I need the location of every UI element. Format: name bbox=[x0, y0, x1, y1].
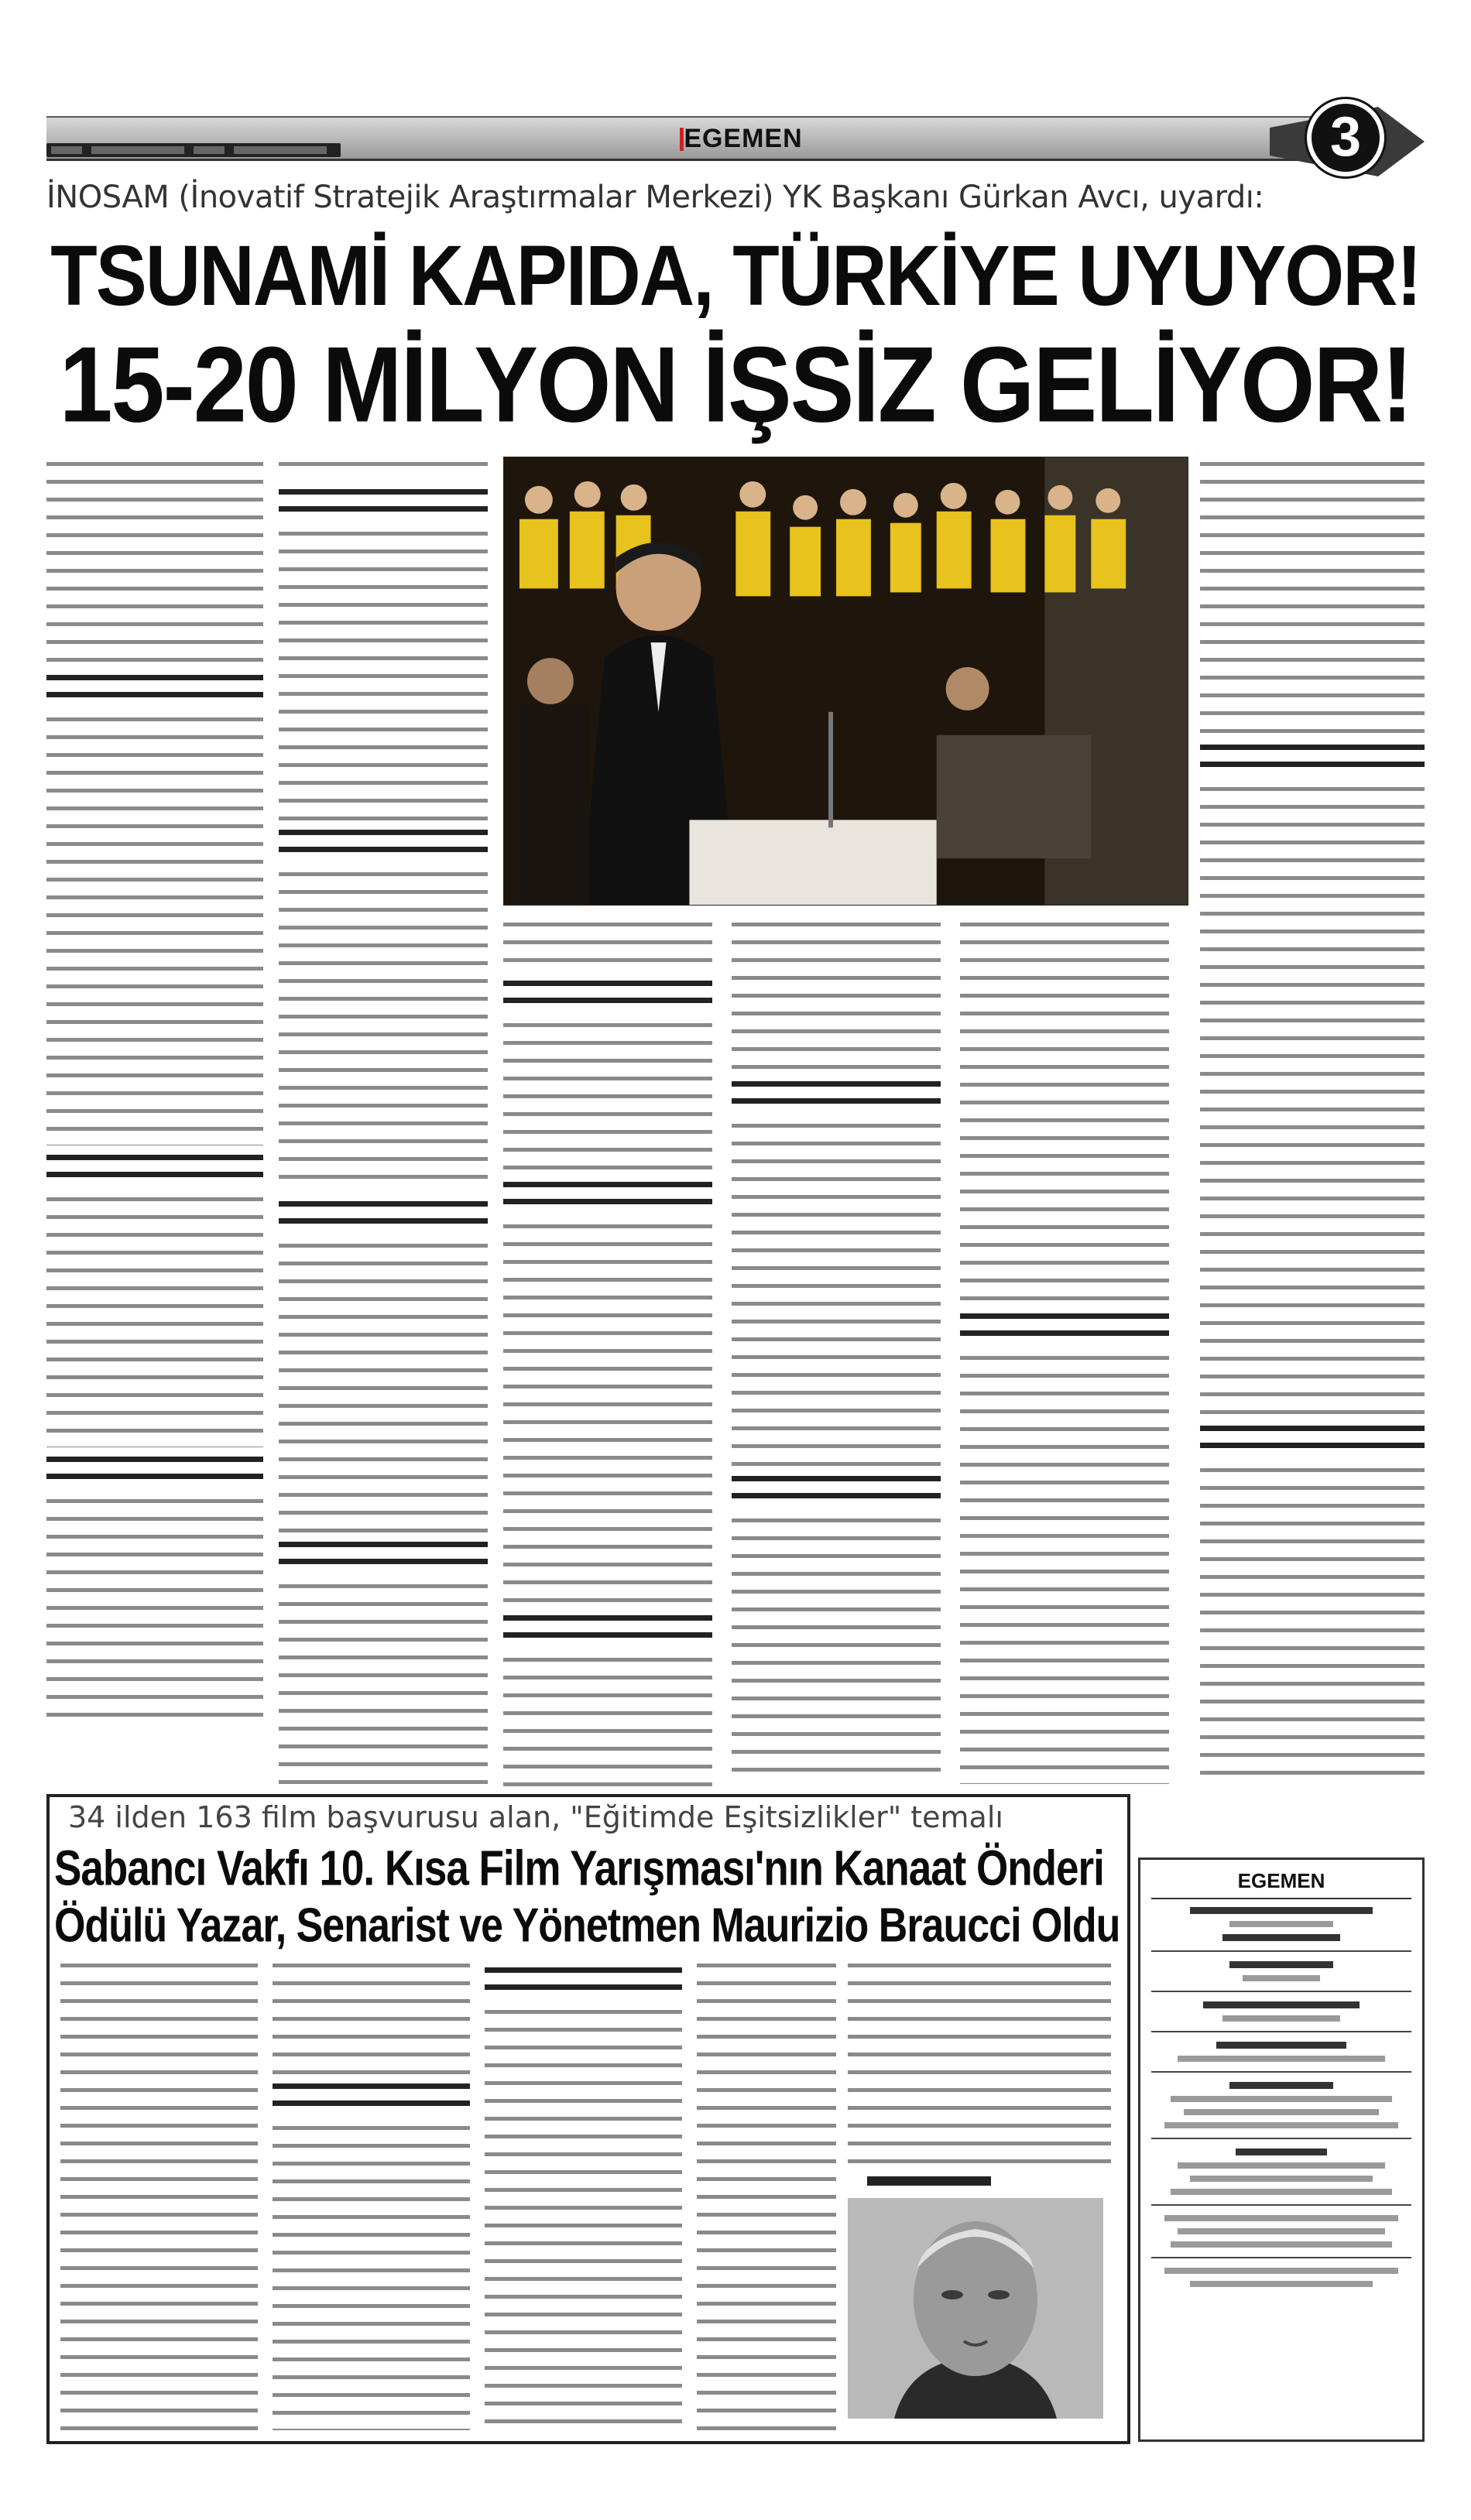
film-article-column-1 bbox=[60, 1958, 258, 2430]
maurizio-braucci-portrait bbox=[848, 2198, 1103, 2419]
film-article-column-4 bbox=[697, 1958, 836, 2430]
film-article-column-5 bbox=[848, 1958, 1111, 2167]
film-article-title-line-2: Ödülü Yazar, Senarist ve Yönetmen Maurizio Braucci Oldu bbox=[54, 1899, 1120, 1953]
article-column-2 bbox=[279, 457, 488, 1788]
article-column-6 bbox=[1200, 457, 1425, 1788]
header-date-strip bbox=[46, 143, 341, 157]
film-article-column-3 bbox=[485, 1958, 682, 2430]
portrait-caption bbox=[867, 2176, 991, 2186]
headline-kicker: İNOSAM (İnovatif Stratejik Araştırmalar Merkezi) YK Başkanı Gürkan Avcı, uyardı: bbox=[46, 180, 1264, 215]
article-column-5 bbox=[960, 917, 1169, 1788]
article-column-1 bbox=[46, 457, 263, 1788]
headline-line-1: TSUNAMİ KAPIDA, TÜRKİYE UYUYOR! bbox=[50, 227, 1421, 324]
imprint-masthead: EGEMEN bbox=[1151, 1869, 1411, 1899]
event-photo bbox=[503, 457, 1188, 906]
imprint-box bbox=[1138, 1857, 1425, 2442]
film-article-kicker: 34 ilden 163 film başvurusu alan, "Eğitimde Eşitsizlikler" temalı bbox=[68, 1800, 1003, 1834]
masthead-logo: EGEMEN bbox=[684, 124, 803, 153]
headline-line-2: 15-20 MİLYON İŞSİZ GELİYOR! bbox=[59, 325, 1412, 445]
film-article-column-2 bbox=[273, 1958, 470, 2430]
article-column-4 bbox=[732, 917, 941, 1788]
article-column-3 bbox=[503, 917, 712, 1788]
page-number: 3 bbox=[1307, 99, 1384, 176]
film-article-title-line-1: Sabancı Vakfı 10. Kısa Film Yarışması'nın Kanaat Önderi bbox=[54, 1841, 1104, 1896]
